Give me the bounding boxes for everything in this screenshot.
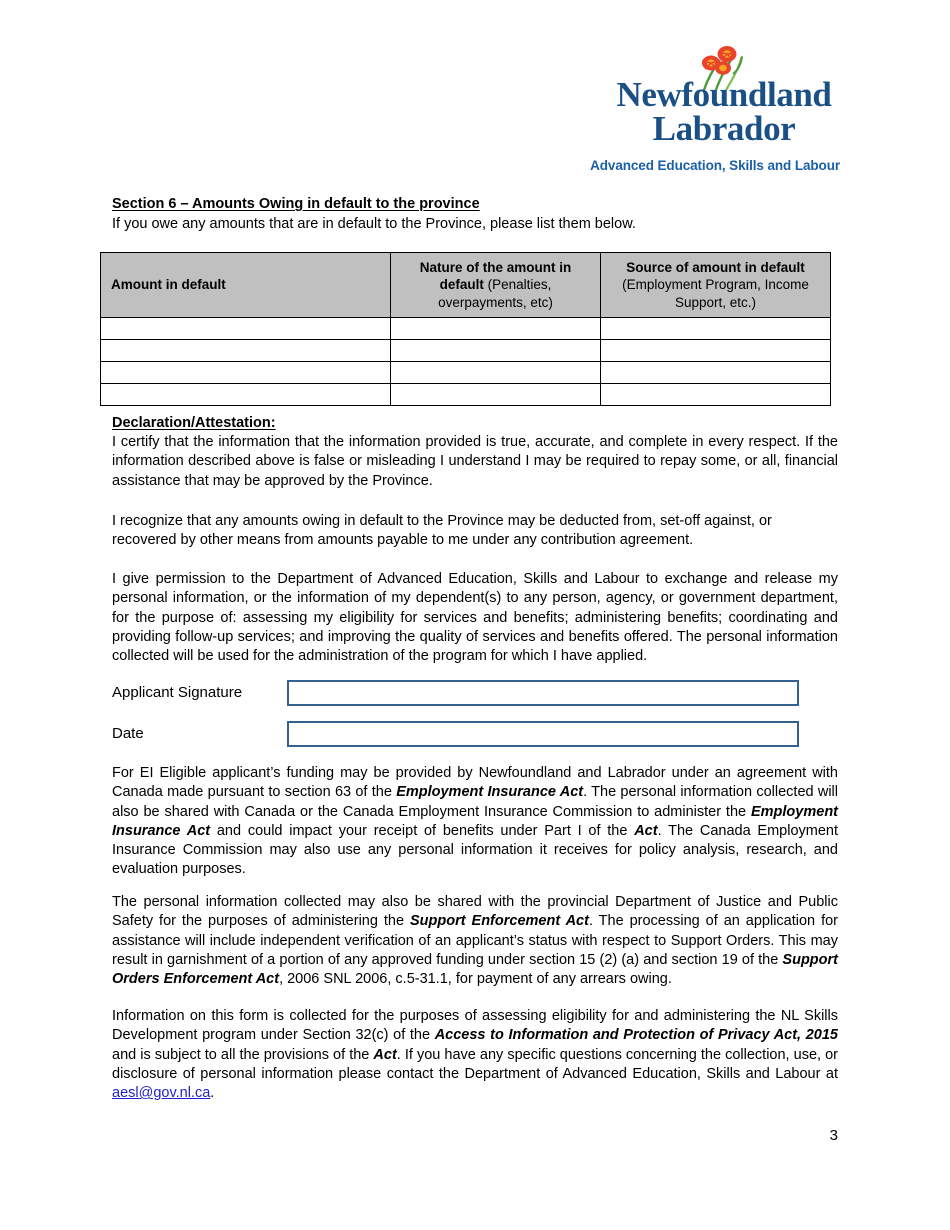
column-header-nature-plain: (Penalties, overpayments, etc) <box>438 277 553 310</box>
table-row <box>101 340 831 362</box>
soe-text-1: The personal information collected may also be shared with the provincial Department of Justice and Public Safety for the purposes of administering the <box>112 894 838 930</box>
date-label: Date <box>112 725 144 742</box>
cell-nature[interactable] <box>391 362 601 384</box>
column-header-nature-of-amount <box>391 253 601 318</box>
soe-act-reference-2: Support Orders Enforcement Act <box>112 951 838 988</box>
nl-logo <box>608 48 840 148</box>
cell-amount[interactable] <box>101 340 391 362</box>
ei-text-4: . The Canada Employment Insurance Commission may also use any personal information it receives for policy analysis, research, and evaluation purposes. <box>112 822 838 878</box>
ei-text-3: and could impact your receipt of benefits under Part I of the <box>210 822 635 839</box>
table-header-row <box>101 253 831 318</box>
soe-text-2: . The processing of an application for assistance will include independent verification of an applicant’s status with respect to Support Orders. This may result in garnishment of a portion of any approved funding under section 15 (2) (a) and section 19 of the <box>112 913 838 968</box>
logo-line-newfoundland: Newfoundland <box>616 75 832 114</box>
applicant-signature-label: Applicant Signature <box>112 684 243 701</box>
column-header-nature-bold: Nature of the amount in default <box>419 260 572 293</box>
date-row <box>112 721 838 751</box>
amounts-owing-table <box>100 252 831 406</box>
column-header-source-bold: Source of amount in default <box>626 260 805 276</box>
cell-amount[interactable] <box>101 384 391 406</box>
cell-amount[interactable] <box>101 318 391 340</box>
column-header-source-of-amount <box>601 253 831 318</box>
cell-amount[interactable] <box>101 362 391 384</box>
logo-wordmark <box>608 48 840 148</box>
cell-source[interactable] <box>601 318 831 340</box>
soe-text-3: , 2006 SNL 2006, c.5-31.1, for payment of any arrears owing. <box>279 971 672 988</box>
applicant-signature-input[interactable] <box>287 680 799 706</box>
declaration-heading: Declaration/Attestation: <box>112 415 276 431</box>
ei-act-reference-1: Employment Insurance Act <box>396 784 584 801</box>
applicant-signature-row <box>112 680 838 710</box>
cell-nature[interactable] <box>391 340 601 362</box>
atipp-act-reference-1: Access to Information and Protection of Privacy Act, 2015 <box>434 1027 838 1044</box>
ei-text-2: . The personal information collected will also be shared with Canada or the Canada Employment Insurance Commission to administer the <box>112 784 838 820</box>
declaration-paragraph-2: I recognize that any amounts owing in default to the Province may be deducted from, set-off against, or recovered by other means from amounts payable to me under any contribution agreement. <box>112 513 772 549</box>
column-header-source-plain: (Employment Program, Income Support, etc.) <box>622 277 809 310</box>
declaration-paragraph-3: I give permission to the Department of Advanced Education, Skills and Labour to exchange and release my personal information, or the information of my dependent(s) to any person, agency, or government department, for the purpose of: assessing my eligibility for services and benefits; administering benefits; coordinating and providing follow-up services; and improving the quality of services and benefits offered. The personal information collected will be used for the administration of the program for which I have applied. <box>112 571 838 665</box>
cell-source[interactable] <box>601 384 831 406</box>
ei-act-reference-2: Employment Insurance Act <box>112 803 838 839</box>
atipp-paragraph <box>112 1007 838 1103</box>
column-header-amount-in-default: Amount in default <box>101 253 391 318</box>
section-subheading: If you owe any amounts that are in default to the Province, please list them below. <box>112 216 636 232</box>
contact-email-link[interactable]: aesl@gov.nl.ca <box>112 1085 211 1102</box>
cell-nature[interactable] <box>391 318 601 340</box>
department-tagline: Advanced Education, Skills and Labour <box>590 158 840 173</box>
logo-line-labrador: Labrador <box>652 108 796 148</box>
atipp-text-3: . If you have any specific questions concerning the collection, use, or disclosure of personal information please contact the Department of Advanced Education, Skills and Labour at <box>112 1046 839 1082</box>
declaration-paragraph-1: I certify that the information that the information provided is true, accurate, and complete in every respect. If the information described above is false or misleading I understand I may be required to repay some, or all, financial assistance that may be approved by the Province. <box>112 434 838 489</box>
atipp-text-4: . <box>210 1085 215 1102</box>
page-number: 3 <box>829 1127 838 1144</box>
section-heading: Section 6 – Amounts Owing in default to the province <box>112 196 480 212</box>
soe-act-reference-1: Support Enforcement Act <box>410 913 589 930</box>
atipp-act-reference-2: Act <box>373 1046 397 1063</box>
date-input[interactable] <box>287 721 799 747</box>
atipp-text-2: and is subject to all the provisions of the <box>112 1046 374 1063</box>
table-row <box>101 384 831 406</box>
table-row <box>101 318 831 340</box>
cell-source[interactable] <box>601 362 831 384</box>
table-row <box>101 362 831 384</box>
table-body <box>101 318 831 406</box>
cell-nature[interactable] <box>391 384 601 406</box>
ei-privacy-paragraph <box>112 764 838 880</box>
atipp-text-1: Information on this form is collected for the purposes of assessing eligibility for and administering the NL Skills Development program under Section 32(c) of the <box>112 1008 838 1044</box>
cell-source[interactable] <box>601 340 831 362</box>
support-enforcement-paragraph <box>112 893 838 989</box>
ei-text-1: For EI Eligible applicant’s funding may be provided by Newfoundland and Labrador under an agreement with Canada made pursuant to section 63 of the <box>112 765 838 801</box>
ei-act-reference-3: Act <box>634 822 658 839</box>
